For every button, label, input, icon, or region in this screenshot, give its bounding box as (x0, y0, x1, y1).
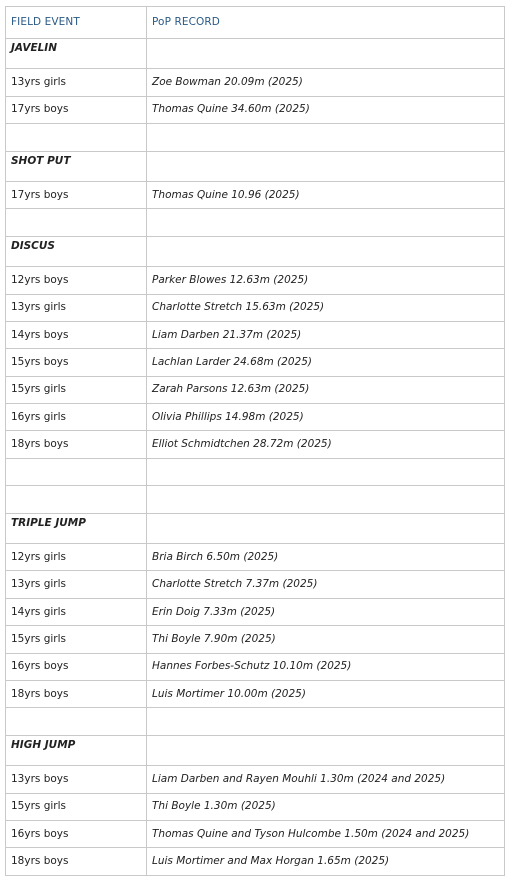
table-row (6, 680, 505, 707)
event-cell: 16yrs boys (6, 653, 147, 680)
spacer-row (6, 124, 505, 151)
spacer-row (6, 458, 505, 485)
table-row (6, 181, 505, 208)
record-cell: Hannes Forbes-Schutz 10.10m (2025) (147, 653, 505, 680)
record-cell: Lachlan Larder 24.68m (2025) (147, 349, 505, 376)
section-header-row (6, 236, 505, 266)
table-row (6, 653, 505, 680)
table-row (6, 766, 505, 793)
section-title: HIGH JUMP (6, 735, 147, 765)
record-cell: Thomas Quine 10.96 (2025) (147, 181, 505, 208)
section-header-row (6, 735, 505, 765)
event-cell (6, 458, 147, 485)
record-cell (147, 151, 505, 181)
record-cell: Luis Mortimer and Max Horgan 1.65m (2025) (147, 848, 505, 875)
table-row (6, 626, 505, 653)
section-header-row (6, 151, 505, 181)
record-cell: Parker Blowes 12.63m (2025) (147, 267, 505, 294)
records-table (5, 6, 505, 876)
table-row (6, 267, 505, 294)
table-row (6, 404, 505, 431)
record-cell (147, 708, 505, 735)
table-row (6, 571, 505, 598)
field-event-header: FIELD EVENT (6, 7, 147, 39)
table-row (6, 96, 505, 123)
event-cell: 13yrs girls (6, 571, 147, 598)
event-cell: 15yrs girls (6, 376, 147, 403)
record-cell: Luis Mortimer 10.00m (2025) (147, 680, 505, 707)
table-row (6, 321, 505, 348)
table-row (6, 598, 505, 625)
table-row (6, 294, 505, 321)
record-cell (147, 513, 505, 543)
record-cell: Olivia Phillips 14.98m (2025) (147, 404, 505, 431)
spacer-row (6, 708, 505, 735)
event-cell: 15yrs girls (6, 626, 147, 653)
table-row (6, 544, 505, 571)
section-title: SHOT PUT (6, 151, 147, 181)
record-cell (147, 39, 505, 69)
record-cell (147, 209, 505, 236)
event-cell: 17yrs boys (6, 181, 147, 208)
event-cell: 15yrs girls (6, 793, 147, 820)
record-cell: Liam Darben and Rayen Mouhli 1.30m (2024 and 2025) (147, 766, 505, 793)
event-cell: 14yrs boys (6, 321, 147, 348)
record-cell: Thomas Quine 34.60m (2025) (147, 96, 505, 123)
table-row (6, 820, 505, 847)
table-row (6, 431, 505, 458)
pop-record-header: PoP RECORD (147, 7, 505, 39)
section-title: JAVELIN (6, 39, 147, 69)
header-row (6, 7, 505, 39)
event-cell: 18yrs boys (6, 848, 147, 875)
table-row (6, 793, 505, 820)
record-cell (147, 124, 505, 151)
spacer-row (6, 486, 505, 513)
record-cell: Zoe Bowman 20.09m (2025) (147, 69, 505, 96)
record-cell: Zarah Parsons 12.63m (2025) (147, 376, 505, 403)
event-cell: 16yrs boys (6, 820, 147, 847)
record-cell: Thomas Quine and Tyson Hulcombe 1.50m (2024 and 2025) (147, 820, 505, 847)
event-cell: 12yrs boys (6, 267, 147, 294)
record-cell (147, 486, 505, 513)
table-row (6, 69, 505, 96)
event-cell (6, 124, 147, 151)
section-title: DISCUS (6, 236, 147, 266)
event-cell: 15yrs boys (6, 349, 147, 376)
record-cell (147, 735, 505, 765)
record-cell: Bria Birch 6.50m (2025) (147, 544, 505, 571)
event-cell: 12yrs girls (6, 544, 147, 571)
event-cell: 16yrs girls (6, 404, 147, 431)
record-cell: Charlotte Stretch 15.63m (2025) (147, 294, 505, 321)
event-cell: 18yrs boys (6, 431, 147, 458)
record-cell: Charlotte Stretch 7.37m (2025) (147, 571, 505, 598)
event-cell: 13yrs girls (6, 69, 147, 96)
event-cell (6, 708, 147, 735)
event-cell: 13yrs boys (6, 766, 147, 793)
table-row (6, 349, 505, 376)
event-cell: 18yrs boys (6, 680, 147, 707)
section-title: TRIPLE JUMP (6, 513, 147, 543)
spacer-row (6, 209, 505, 236)
table-row (6, 848, 505, 875)
record-cell: Elliot Schmidtchen 28.72m (2025) (147, 431, 505, 458)
event-cell (6, 486, 147, 513)
table-row (6, 376, 505, 403)
records-body (6, 39, 505, 876)
section-header-row (6, 39, 505, 69)
record-cell: Thi Boyle 1.30m (2025) (147, 793, 505, 820)
section-header-row (6, 513, 505, 543)
record-cell (147, 458, 505, 485)
event-cell: 14yrs girls (6, 598, 147, 625)
record-cell: Thi Boyle 7.90m (2025) (147, 626, 505, 653)
record-cell: Liam Darben 21.37m (2025) (147, 321, 505, 348)
record-cell: Erin Doig 7.33m (2025) (147, 598, 505, 625)
event-cell (6, 209, 147, 236)
event-cell: 17yrs boys (6, 96, 147, 123)
record-cell (147, 236, 505, 266)
event-cell: 13yrs girls (6, 294, 147, 321)
